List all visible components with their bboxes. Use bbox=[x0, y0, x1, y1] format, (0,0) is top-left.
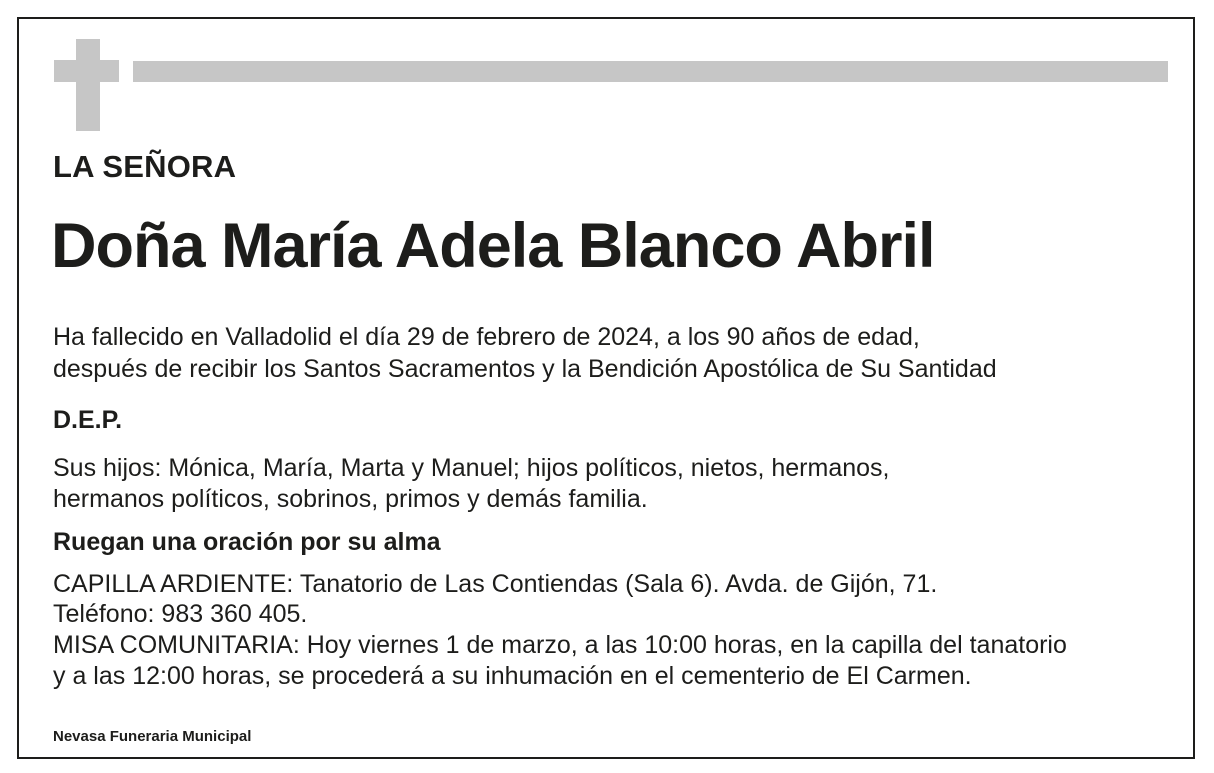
family-line-2: hermanos políticos, sobrinos, primos y demás familia. bbox=[53, 485, 648, 513]
cross-vertical-bar bbox=[76, 39, 100, 131]
header-rule bbox=[133, 61, 1168, 82]
details-line-3: MISA COMUNITARIA: Hoy viernes 1 de marzo, a las 10:00 horas, en la capilla del tanatorio bbox=[53, 631, 1067, 659]
funeral-home-name: Nevasa Funeraria Municipal bbox=[53, 728, 252, 745]
details-line-4: y a las 12:00 horas, se procederá a su inhumación en el cementerio de El Carmen. bbox=[53, 662, 972, 690]
death-announcement-line-2: después de recibir los Santos Sacramentos y la Bendición Apostólica de Su Santidad bbox=[53, 355, 997, 383]
details-line-2: Teléfono: 983 360 405. bbox=[53, 600, 308, 628]
death-announcement-line-1: Ha fallecido en Valladolid el día 29 de febrero de 2024, a los 90 años de edad, bbox=[53, 323, 920, 351]
deceased-name: Doña María Adela Blanco Abril bbox=[51, 211, 935, 281]
family-line-1: Sus hijos: Mónica, María, Marta y Manuel; hijos políticos, nietos, hermanos, bbox=[53, 454, 890, 482]
rip-text: D.E.P. bbox=[53, 406, 123, 434]
cross-horizontal-bar bbox=[54, 60, 119, 82]
honorific: LA SEÑORA bbox=[53, 149, 237, 184]
prayer-request: Ruegan una oración por su alma bbox=[53, 528, 441, 556]
details-line-1: CAPILLA ARDIENTE: Tanatorio de Las Contiendas (Sala 6). Avda. de Gijón, 71. bbox=[53, 570, 938, 598]
